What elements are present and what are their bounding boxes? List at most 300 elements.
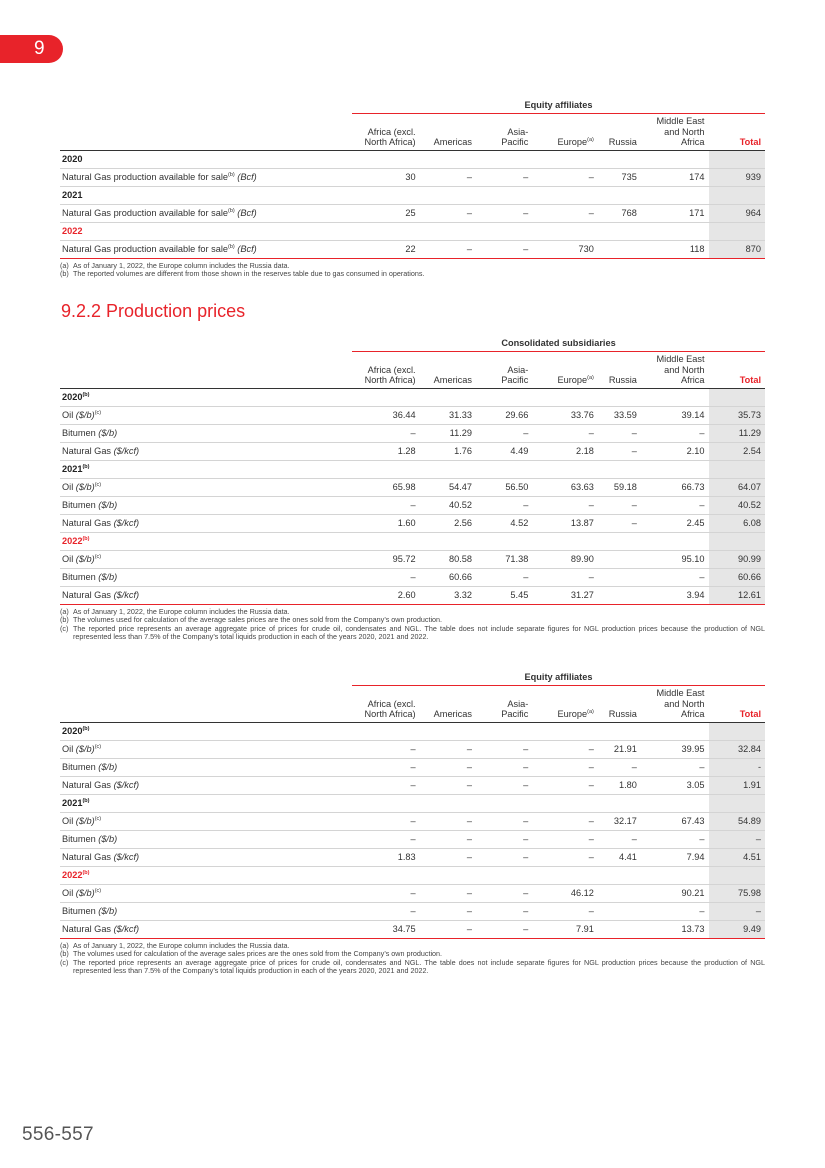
- data-table: [60, 98, 765, 259]
- row-label: Bitumen ($/b): [60, 568, 352, 586]
- row-unit: ($/kcf): [113, 780, 140, 790]
- column-header-africa: Africa (excl. North Africa): [352, 114, 420, 151]
- empty-cell: [598, 186, 641, 204]
- row-label: Natural Gas ($/kcf): [60, 442, 352, 460]
- cell-value: –: [641, 424, 709, 442]
- empty-cell: [641, 150, 709, 168]
- footnote-marker: (b): [227, 171, 235, 178]
- total-value: 64.07: [709, 478, 765, 496]
- empty-cell: [598, 794, 641, 812]
- page-number: 556-557: [22, 1124, 94, 1145]
- footnote: [60, 270, 765, 279]
- cell-value: 89.90: [532, 550, 598, 568]
- group-header: Consolidated subsidiaries: [352, 336, 765, 352]
- cell-value: 63.63: [532, 478, 598, 496]
- equity-gas-production-table: [60, 98, 765, 279]
- total-value: –: [709, 830, 766, 848]
- cell-value: –: [352, 812, 420, 830]
- row-unit: ($/b): [75, 554, 95, 564]
- total-value: 4.51: [709, 848, 766, 866]
- empty-cell: [476, 460, 532, 478]
- footnote-marker: (b): [82, 391, 90, 398]
- cell-value: –: [598, 514, 641, 532]
- row-unit: ($/kcf): [113, 852, 140, 862]
- group-header-spacer: [60, 336, 352, 352]
- cell-value: –: [420, 740, 476, 758]
- table-row: [60, 902, 765, 920]
- year-row: [60, 460, 765, 478]
- year-row: [60, 222, 765, 240]
- cell-value: 2.60: [352, 586, 420, 604]
- group-header: Equity affiliates: [352, 670, 765, 686]
- empty-cell: [641, 866, 709, 884]
- row-unit: ($/b): [75, 482, 95, 492]
- empty-cell: [709, 722, 766, 740]
- column-header-russia: Russia: [598, 114, 641, 151]
- row-unit: ($/kcf): [113, 518, 140, 528]
- footnote-marker: (c): [94, 887, 102, 894]
- year-row: [60, 186, 765, 204]
- cell-value: –: [476, 204, 532, 222]
- row-label: Natural Gas ($/kcf): [60, 514, 352, 532]
- column-header-africa: Africa (excl. North Africa): [352, 686, 420, 723]
- column-header-asia-pacific: Asia- Pacific: [476, 114, 532, 151]
- cell-value: 33.76: [532, 406, 598, 424]
- column-header-middle-east-north-africa: Middle East and North Africa: [641, 686, 709, 723]
- empty-cell: [709, 532, 765, 550]
- column-header-row: [60, 114, 765, 151]
- footnote-marker: (a): [587, 708, 594, 715]
- row-unit: ($/b): [75, 816, 95, 826]
- empty-cell: [641, 794, 709, 812]
- footnote-text: The reported price represents an average aggregate price of prices for crude oil, condensates and NGL. The table does not include separate figures for NGL production prices because the production of NGL represented less than 7.5% of the Company’s total liquids production in each of the years 2020, 2021 and 2022.: [73, 623, 765, 642]
- cell-value: 71.38: [476, 550, 532, 568]
- column-header-middle-east-north-africa: Middle East and North Africa: [641, 114, 709, 151]
- empty-cell: [476, 532, 532, 550]
- cell-value: –: [420, 902, 476, 920]
- cell-value: 54.47: [420, 478, 476, 496]
- data-table: [60, 336, 765, 605]
- cell-value: 4.49: [476, 442, 532, 460]
- consolidated-prices-table: [60, 336, 765, 642]
- column-header-russia: Russia: [598, 352, 641, 389]
- row-label: Bitumen ($/b): [60, 902, 352, 920]
- cell-value: –: [352, 776, 420, 794]
- footnote-mark: (b): [60, 615, 69, 625]
- footnote-mark: (a): [60, 606, 69, 616]
- cell-value: [598, 550, 641, 568]
- footnote-marker: (b): [227, 243, 235, 250]
- empty-cell: [709, 150, 766, 168]
- column-header-africa: Africa (excl. North Africa): [352, 352, 420, 389]
- column-header-total: Total: [709, 352, 765, 389]
- footnotes: [60, 608, 765, 642]
- empty-cell: [352, 186, 420, 204]
- cell-value: –: [420, 758, 476, 776]
- table-row: [60, 406, 765, 424]
- row-unit: ($/b): [75, 888, 95, 898]
- cell-value: 22: [352, 240, 420, 258]
- cell-value: 31.27: [532, 586, 598, 604]
- cell-value: –: [352, 758, 420, 776]
- cell-value: 21.91: [598, 740, 641, 758]
- empty-cell: [420, 866, 476, 884]
- cell-value: –: [532, 848, 598, 866]
- cell-value: –: [420, 776, 476, 794]
- footnote-mark: (b): [60, 949, 69, 959]
- year-label: 2022$^{(b)}$: [60, 866, 352, 884]
- cell-value: –: [532, 776, 598, 794]
- row-label: Natural Gas production available for sale$^{(b)}$ (Bcf): [60, 168, 352, 186]
- total-value: 75.98: [709, 884, 766, 902]
- row-unit: ($/b): [98, 428, 118, 438]
- table-row: [60, 848, 765, 866]
- cell-value: 25: [352, 204, 420, 222]
- footnote-text: As of January 1, 2022, the Europe column includes the Russia data.: [73, 940, 290, 950]
- cell-value: 40.52: [420, 496, 476, 514]
- cell-value: 31.33: [420, 406, 476, 424]
- total-value: 35.73: [709, 406, 765, 424]
- row-unit: ($/b): [98, 572, 118, 582]
- column-header-label: [60, 114, 352, 151]
- column-header-europe: Europe$^{(a)}$: [532, 114, 598, 151]
- group-header-row: [60, 98, 765, 114]
- cell-value: 29.66: [476, 406, 532, 424]
- cell-value: –: [532, 496, 598, 514]
- empty-cell: [598, 532, 641, 550]
- group-header-spacer: [60, 98, 352, 114]
- cell-value: 66.73: [641, 478, 709, 496]
- cell-value: –: [352, 740, 420, 758]
- cell-value: –: [420, 848, 476, 866]
- cell-value: 735: [598, 168, 641, 186]
- column-header-label: [60, 686, 352, 723]
- year-row: [60, 722, 765, 740]
- empty-cell: [598, 388, 641, 406]
- footnote-marker: (b): [82, 797, 90, 804]
- cell-value: 171: [641, 204, 709, 222]
- cell-value: –: [476, 740, 532, 758]
- footnote-marker: (c): [94, 481, 102, 488]
- cell-value: –: [352, 424, 420, 442]
- cell-value: 80.58: [420, 550, 476, 568]
- empty-cell: [641, 222, 709, 240]
- year-label: 2021$^{(b)}$: [60, 794, 352, 812]
- table-row: [60, 240, 765, 258]
- year-label: 2021: [60, 186, 352, 204]
- total-value: 60.66: [709, 568, 765, 586]
- row-unit: ($/b): [75, 744, 95, 754]
- footnote-marker: (b): [227, 207, 235, 214]
- cell-value: –: [476, 424, 532, 442]
- empty-cell: [352, 532, 420, 550]
- table-row: [60, 514, 765, 532]
- equity-prices-table: [60, 670, 765, 976]
- cell-value: –: [420, 812, 476, 830]
- cell-value: 33.59: [598, 406, 641, 424]
- cell-value: 2.10: [641, 442, 709, 460]
- empty-cell: [352, 460, 420, 478]
- empty-cell: [532, 460, 598, 478]
- empty-cell: [709, 388, 765, 406]
- table-row: [60, 586, 765, 604]
- empty-cell: [420, 532, 476, 550]
- cell-value: –: [532, 568, 598, 586]
- cell-value: –: [420, 204, 476, 222]
- footnote-text: The volumes used for calculation of the average sales prices are the ones sold from the Company’s own production.: [73, 615, 443, 625]
- table-row: [60, 776, 765, 794]
- empty-cell: [532, 388, 598, 406]
- cell-value: 13.73: [641, 920, 709, 938]
- cell-value: 59.18: [598, 478, 641, 496]
- total-value: 54.89: [709, 812, 766, 830]
- footnote-mark: (a): [60, 260, 69, 270]
- year-label: 2022$^{(b)}$: [60, 532, 352, 550]
- empty-cell: [532, 150, 598, 168]
- column-header-total: Total: [709, 686, 766, 723]
- cell-value: –: [598, 830, 641, 848]
- empty-cell: [476, 150, 532, 168]
- cell-value: –: [641, 568, 709, 586]
- cell-value: –: [476, 920, 532, 938]
- footnote-mark: (a): [60, 940, 69, 950]
- cell-value: –: [532, 758, 598, 776]
- footnote-marker: (c): [94, 743, 102, 750]
- footnote-marker: (b): [82, 725, 90, 732]
- empty-cell: [352, 866, 420, 884]
- row-unit: ($/b): [98, 500, 118, 510]
- cell-value: –: [476, 848, 532, 866]
- footnote: [60, 959, 765, 976]
- row-label: Oil ($/b)$^{(c)}$: [60, 884, 352, 902]
- table-row: [60, 812, 765, 830]
- column-header-russia: Russia: [598, 686, 641, 723]
- column-header-row: [60, 686, 765, 723]
- row-unit: ($/b): [75, 410, 95, 420]
- empty-cell: [532, 532, 598, 550]
- footnote-mark: (c): [60, 957, 69, 967]
- cell-value: –: [641, 758, 709, 776]
- empty-cell: [476, 186, 532, 204]
- cell-value: 730: [532, 240, 598, 258]
- empty-cell: [598, 222, 641, 240]
- cell-value: –: [476, 496, 532, 514]
- cell-value: –: [598, 496, 641, 514]
- cell-value: [598, 902, 641, 920]
- cell-value: 56.50: [476, 478, 532, 496]
- empty-cell: [420, 186, 476, 204]
- cell-value: –: [476, 902, 532, 920]
- year-row: [60, 866, 765, 884]
- cell-value: 1.80: [598, 776, 641, 794]
- row-label: Bitumen ($/b): [60, 758, 352, 776]
- year-label: 2020$^{(b)}$: [60, 722, 352, 740]
- empty-cell: [598, 150, 641, 168]
- empty-cell: [476, 388, 532, 406]
- cell-value: [598, 884, 641, 902]
- table-row: [60, 442, 765, 460]
- row-label: Oil ($/b)$^{(c)}$: [60, 740, 352, 758]
- cell-value: 90.21: [641, 884, 709, 902]
- row-label: Bitumen ($/b): [60, 496, 352, 514]
- cell-value: [598, 586, 641, 604]
- footnote-marker: (a): [587, 136, 594, 143]
- row-unit: ($/kcf): [113, 924, 140, 934]
- cell-value: –: [476, 758, 532, 776]
- empty-cell: [476, 222, 532, 240]
- column-header-middle-east-north-africa: Middle East and North Africa: [641, 352, 709, 389]
- row-label: Natural Gas production available for sale$^{(b)}$ (Bcf): [60, 204, 352, 222]
- cell-value: –: [476, 830, 532, 848]
- total-value: 90.99: [709, 550, 765, 568]
- empty-cell: [709, 866, 766, 884]
- cell-value: 67.43: [641, 812, 709, 830]
- footnote-mark: (c): [60, 623, 69, 633]
- cell-value: 4.52: [476, 514, 532, 532]
- empty-cell: [532, 222, 598, 240]
- column-header-americas: Americas: [420, 352, 476, 389]
- cell-value: 118: [641, 240, 709, 258]
- data-table: [60, 670, 765, 939]
- row-unit: ($/kcf): [113, 590, 140, 600]
- footnote-marker: (a): [587, 374, 594, 381]
- cell-value: 39.95: [641, 740, 709, 758]
- empty-cell: [420, 150, 476, 168]
- footnote-marker: (c): [94, 553, 102, 560]
- empty-cell: [598, 722, 641, 740]
- total-value: 964: [709, 204, 766, 222]
- cell-value: –: [352, 902, 420, 920]
- cell-value: 2.56: [420, 514, 476, 532]
- cell-value: –: [420, 168, 476, 186]
- cell-value: 46.12: [532, 884, 598, 902]
- column-header-label: [60, 352, 352, 389]
- empty-cell: [532, 722, 598, 740]
- total-value: –: [709, 902, 766, 920]
- cell-value: 2.45: [641, 514, 709, 532]
- empty-cell: [641, 532, 709, 550]
- chapter-number: 9: [34, 38, 45, 59]
- column-header-asia-pacific: Asia- Pacific: [476, 686, 532, 723]
- row-unit: (Bcf): [237, 244, 257, 254]
- year-label: 2022: [60, 222, 352, 240]
- total-value: 1.91: [709, 776, 766, 794]
- row-label: Oil ($/b)$^{(c)}$: [60, 406, 352, 424]
- table-row: [60, 204, 765, 222]
- footnote-text: The reported price represents an average aggregate price of prices for crude oil, condensates and NGL. The table does not include separate figures for NGL production prices because the production of NGL represented less than 7.5% of the Company’s total liquids production in each of the years 2020, 2021 and 2022.: [73, 957, 765, 976]
- empty-cell: [709, 794, 766, 812]
- column-header-total: Total: [709, 114, 766, 151]
- cell-value: –: [532, 168, 598, 186]
- cell-value: 95.72: [352, 550, 420, 568]
- cell-value: –: [420, 884, 476, 902]
- group-header-row: [60, 670, 765, 686]
- table-row: [60, 884, 765, 902]
- year-label: 2020: [60, 150, 352, 168]
- row-unit: ($/b): [98, 762, 118, 772]
- cell-value: 34.75: [352, 920, 420, 938]
- table-row: [60, 496, 765, 514]
- footnote-marker: (b): [82, 535, 90, 542]
- year-row: [60, 532, 765, 550]
- footnote-text: The volumes used for calculation of the average sales prices are the ones sold from the Company’s own production.: [73, 949, 443, 959]
- cell-value: –: [476, 168, 532, 186]
- row-label: Natural Gas ($/kcf): [60, 920, 352, 938]
- cell-value: –: [476, 776, 532, 794]
- cell-value: –: [476, 240, 532, 258]
- cell-value: [598, 568, 641, 586]
- table-row: [60, 424, 765, 442]
- cell-value: –: [476, 812, 532, 830]
- table-row: [60, 830, 765, 848]
- cell-value: –: [532, 740, 598, 758]
- cell-value: –: [532, 830, 598, 848]
- empty-cell: [641, 722, 709, 740]
- cell-value: [598, 240, 641, 258]
- row-label: Oil ($/b)$^{(c)}$: [60, 812, 352, 830]
- empty-cell: [641, 388, 709, 406]
- cell-value: 1.76: [420, 442, 476, 460]
- empty-cell: [641, 460, 709, 478]
- table-row: [60, 740, 765, 758]
- column-header-row: [60, 352, 765, 389]
- row-label: Natural Gas ($/kcf): [60, 776, 352, 794]
- footnotes: [60, 262, 765, 279]
- cell-value: 30: [352, 168, 420, 186]
- footnotes: [60, 942, 765, 976]
- year-label: 2021$^{(b)}$: [60, 460, 352, 478]
- group-header-spacer: [60, 670, 352, 686]
- total-value: 6.08: [709, 514, 765, 532]
- empty-cell: [420, 388, 476, 406]
- cell-value: –: [641, 902, 709, 920]
- column-header-americas: Americas: [420, 114, 476, 151]
- cell-value: 3.94: [641, 586, 709, 604]
- year-row: [60, 388, 765, 406]
- table-row: [60, 168, 765, 186]
- cell-value: 2.18: [532, 442, 598, 460]
- row-label: Bitumen ($/b): [60, 424, 352, 442]
- cell-value: –: [352, 830, 420, 848]
- row-unit: ($/kcf): [113, 446, 140, 456]
- footnote-marker: (c): [94, 815, 102, 822]
- empty-cell: [352, 794, 420, 812]
- cell-value: –: [598, 424, 641, 442]
- cell-value: 7.91: [532, 920, 598, 938]
- empty-cell: [352, 150, 420, 168]
- cell-value: 1.83: [352, 848, 420, 866]
- total-value: -: [709, 758, 766, 776]
- empty-cell: [420, 794, 476, 812]
- cell-value: –: [420, 240, 476, 258]
- table-row: [60, 920, 765, 938]
- cell-value: 32.17: [598, 812, 641, 830]
- cell-value: –: [641, 496, 709, 514]
- empty-cell: [709, 460, 765, 478]
- total-value: 32.84: [709, 740, 766, 758]
- empty-cell: [532, 186, 598, 204]
- cell-value: 174: [641, 168, 709, 186]
- empty-cell: [476, 794, 532, 812]
- footnote-text: The reported volumes are different from those shown in the reserves table due to gas consumed in operations.: [73, 269, 425, 279]
- empty-cell: [532, 866, 598, 884]
- empty-cell: [420, 222, 476, 240]
- row-unit: ($/b): [98, 906, 118, 916]
- table-row: [60, 758, 765, 776]
- footnote-mark: (b): [60, 269, 69, 279]
- cell-value: 65.98: [352, 478, 420, 496]
- empty-cell: [352, 222, 420, 240]
